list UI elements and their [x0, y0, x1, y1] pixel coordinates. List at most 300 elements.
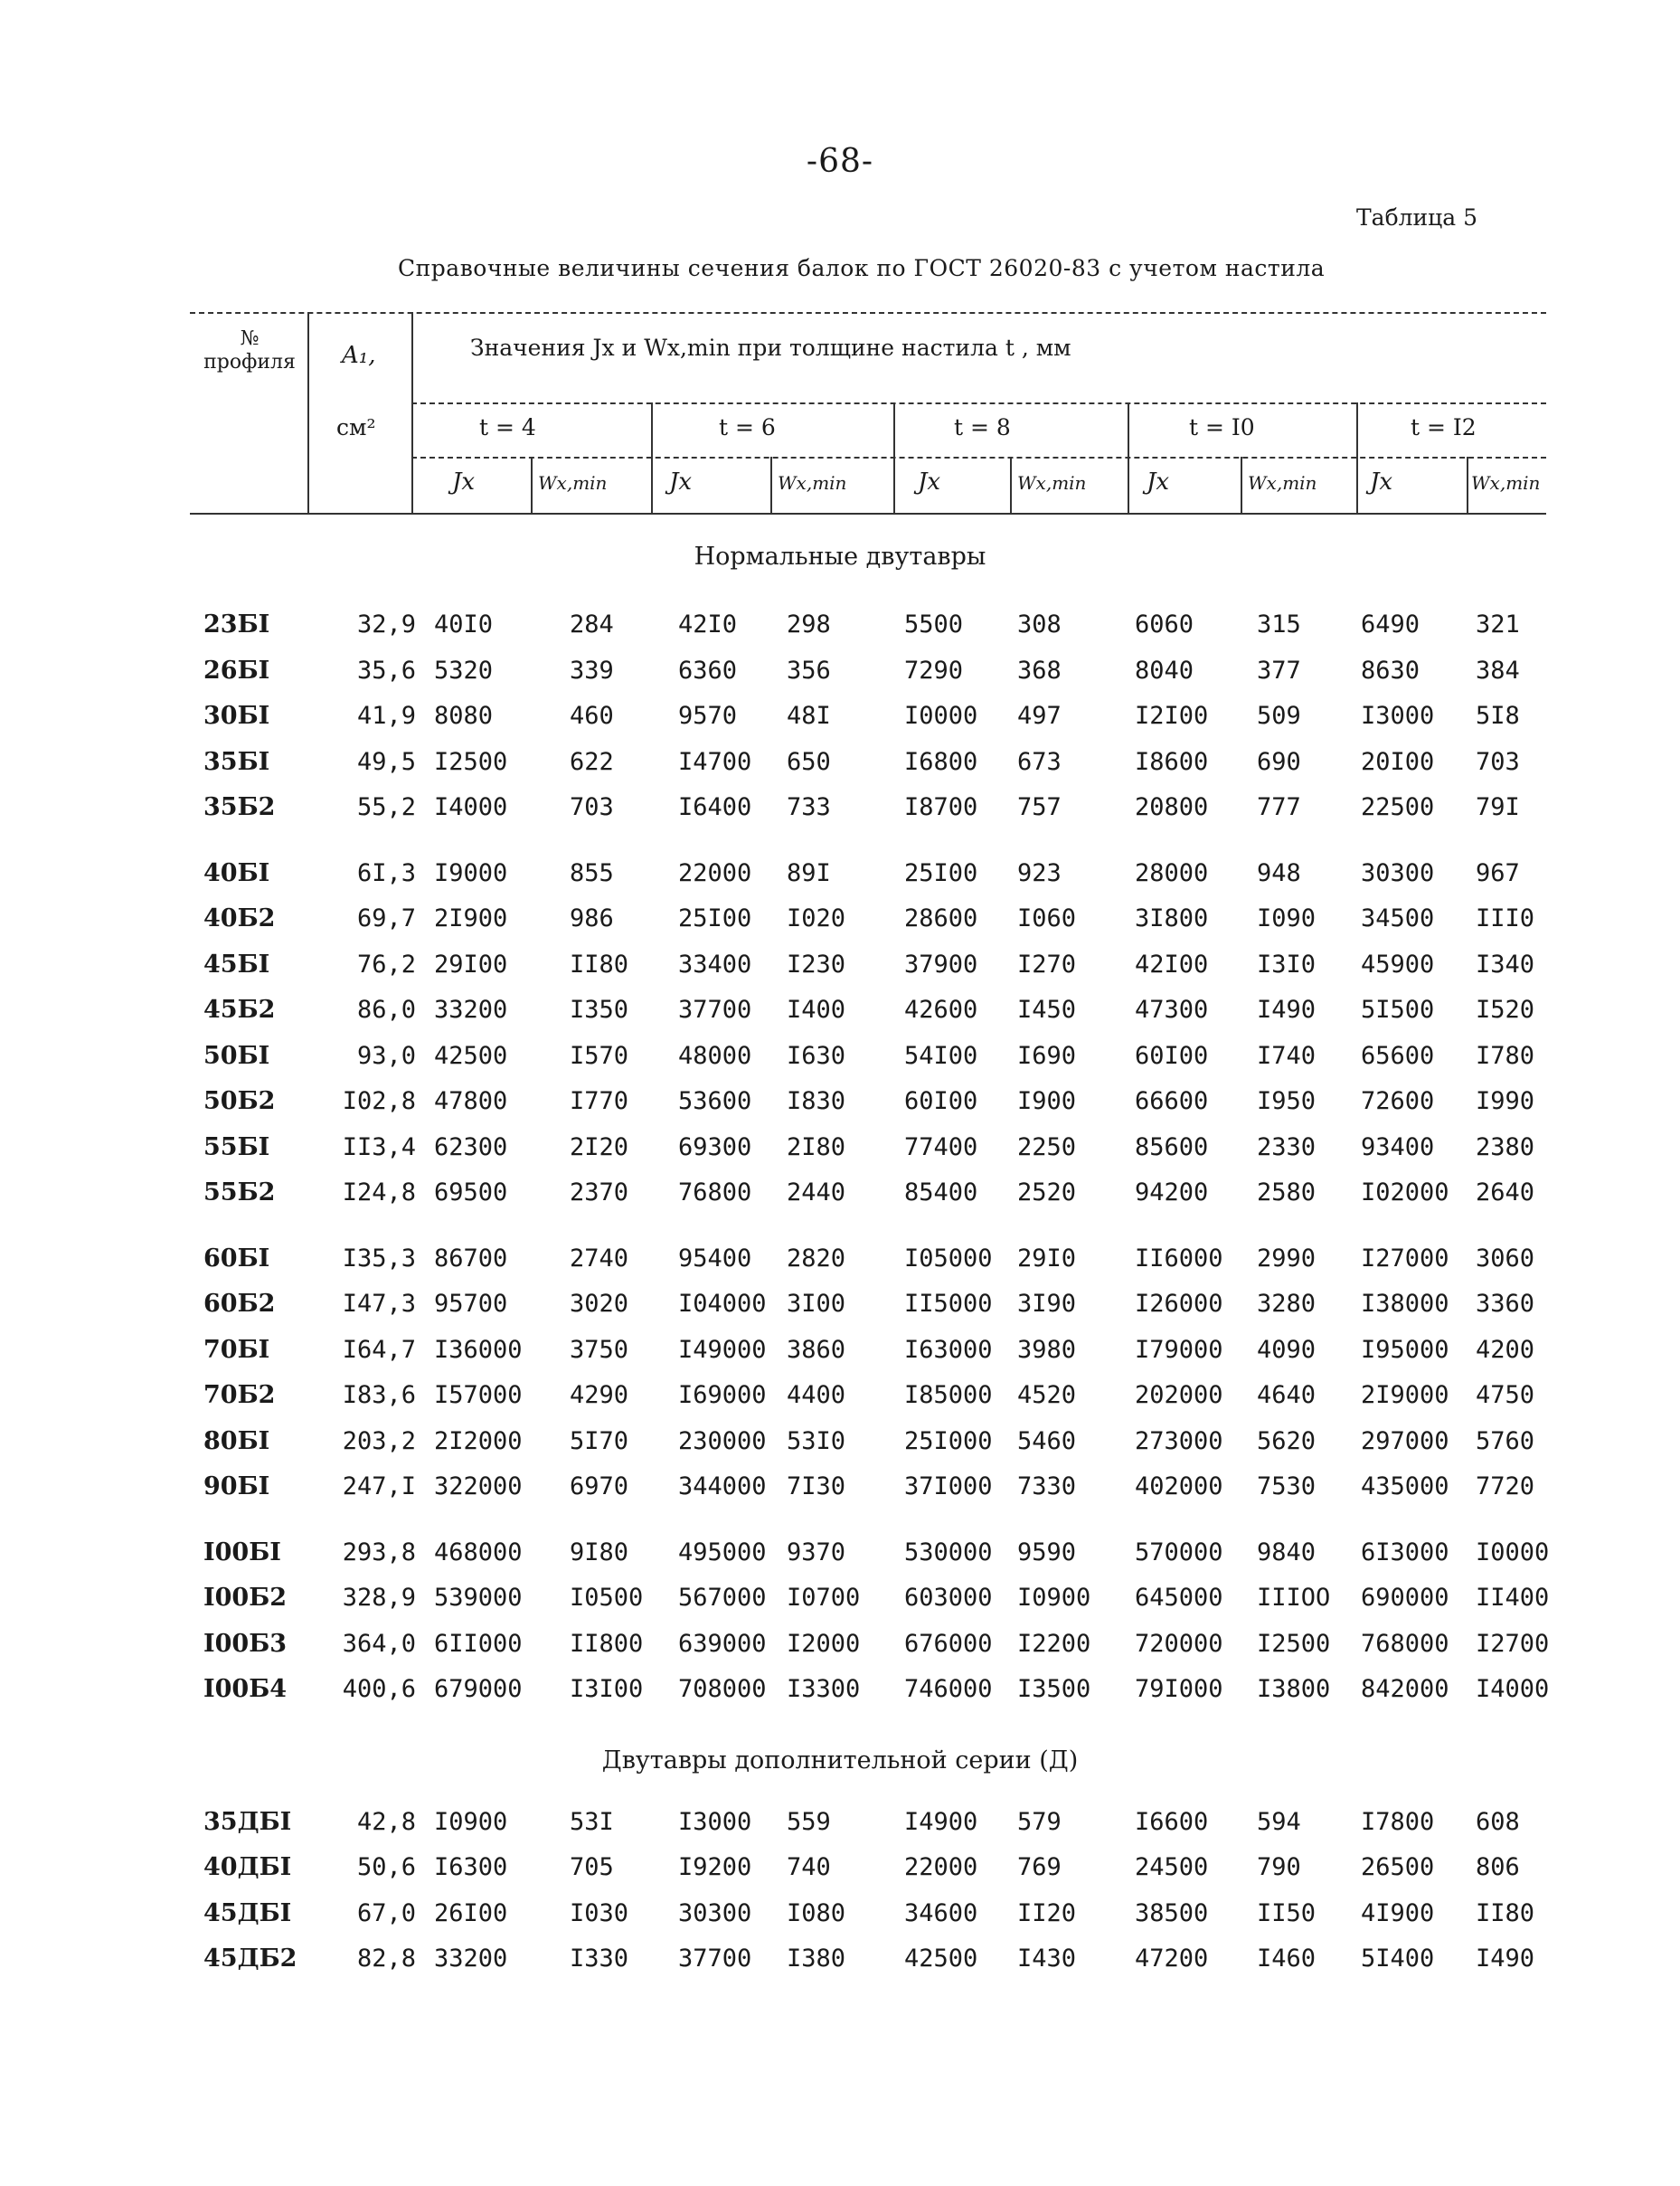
cell-jx-t4: 29I00	[434, 950, 508, 979]
cell-wx-t4: 6970	[570, 1472, 629, 1500]
cell-wx-t10: 377	[1257, 656, 1301, 685]
cell-wx-t12: 3360	[1476, 1290, 1535, 1318]
table-row	[0, 1472, 1680, 1509]
cell-profile: I00БI	[203, 1538, 281, 1566]
cell-jx-t8: 60I00	[904, 1087, 978, 1115]
cell-wx-t8: I900	[1017, 1087, 1077, 1115]
cell-wx-t8: 5460	[1017, 1426, 1077, 1455]
cell-jx-t6: 33400	[678, 950, 752, 979]
cell-wx-t6: 89I	[787, 858, 831, 887]
cell-wx-t10: I090	[1257, 904, 1317, 932]
cell-jx-t8: 25I000	[904, 1426, 993, 1455]
cell-wx-t12: I2700	[1476, 1629, 1550, 1658]
cell-jx-t10: 94200	[1135, 1178, 1209, 1207]
cell-wx-t4: 284	[570, 610, 614, 639]
header-jx: Jx	[1370, 468, 1393, 496]
cell-profile: 60Б2	[203, 1290, 276, 1318]
table-row	[0, 859, 1680, 895]
cell-wx-t4: I0500	[570, 1584, 644, 1612]
cell-jx-t4: 468000	[434, 1538, 523, 1566]
table-row	[0, 1087, 1680, 1123]
header-profile: № профиля	[203, 327, 296, 374]
cell-jx-t8: 42500	[904, 1945, 978, 1973]
cell-jx-t12: 4I900	[1361, 1898, 1435, 1927]
cell-wx-t12: 79I	[1476, 793, 1520, 821]
cell-wx-t8: 3980	[1017, 1335, 1077, 1364]
cell-wx-t4: 9I80	[570, 1538, 629, 1566]
cell-area: 69,7	[356, 904, 416, 932]
cell-wx-t10: 594	[1257, 1807, 1301, 1836]
cell-jx-t8: 5500	[904, 610, 964, 639]
cell-profile: 45ДБI	[203, 1898, 292, 1927]
cell-profile: I00Б3	[203, 1629, 288, 1658]
cell-jx-t6: 30300	[678, 1898, 752, 1927]
table-row	[0, 1675, 1680, 1711]
cell-wx-t6: I080	[787, 1898, 846, 1927]
cell-jx-t10: I79000	[1135, 1335, 1223, 1364]
cell-wx-t10: 2580	[1257, 1178, 1317, 1207]
cell-jx-t6: 708000	[678, 1675, 767, 1703]
cell-wx-t12: I340	[1476, 950, 1535, 979]
cell-jx-t8: I6800	[904, 747, 978, 776]
cell-jx-t10: 273000	[1135, 1426, 1223, 1455]
cell-wx-t12: 7720	[1476, 1472, 1535, 1500]
table-row	[0, 1381, 1680, 1417]
cell-jx-t4: I2500	[434, 747, 508, 776]
cell-wx-t4: 2370	[570, 1178, 629, 1207]
cell-wx-t4: I770	[570, 1087, 629, 1115]
cell-wx-t6: 3860	[787, 1335, 846, 1364]
cell-jx-t12: 8630	[1361, 656, 1420, 685]
cell-area: 82,8	[356, 1945, 416, 1973]
cell-profile: 40БI	[203, 858, 270, 887]
header-wx: Wx,min	[1248, 472, 1317, 494]
cell-jx-t4: 33200	[434, 1945, 508, 1973]
cell-wx-t12: I4000	[1476, 1675, 1550, 1703]
cell-wx-t6: I630	[787, 1041, 846, 1070]
cell-wx-t12: 2640	[1476, 1178, 1535, 1207]
cell-wx-t4: 3020	[570, 1290, 629, 1318]
cell-area: 32,9	[356, 610, 416, 639]
cell-jx-t8: 42600	[904, 996, 978, 1024]
cell-wx-t8: 9590	[1017, 1538, 1077, 1566]
cell-wx-t4: 5I70	[570, 1426, 629, 1455]
cell-area: I24,8	[342, 1178, 416, 1207]
cell-wx-t8: 308	[1017, 610, 1062, 639]
cell-jx-t4: 47800	[434, 1087, 508, 1115]
cell-jx-t10: 60I00	[1135, 1041, 1209, 1070]
table-row	[0, 1244, 1680, 1281]
cell-wx-t4: I570	[570, 1041, 629, 1070]
cell-wx-t6: 4400	[787, 1381, 846, 1409]
cell-jx-t6: 76800	[678, 1178, 752, 1207]
cell-jx-t10: 28000	[1135, 858, 1209, 887]
cell-wx-t10: I2500	[1257, 1629, 1331, 1658]
cell-jx-t8: I0000	[904, 702, 978, 730]
cell-area: 55,2	[356, 793, 416, 821]
table-row	[0, 1290, 1680, 1326]
cell-jx-t12: 22500	[1361, 793, 1435, 821]
cell-jx-t4: I6300	[434, 1853, 508, 1881]
table-row	[0, 996, 1680, 1032]
header-divider	[770, 457, 772, 513]
cell-jx-t10: I2I00	[1135, 702, 1209, 730]
cell-area: 400,6	[342, 1675, 416, 1703]
table-row	[0, 951, 1680, 987]
header-jx: Jx	[918, 468, 941, 496]
cell-profile: 45ДБ2	[203, 1945, 297, 1973]
cell-wx-t12: 321	[1476, 610, 1520, 639]
header-jx: Jx	[1147, 468, 1170, 496]
cell-wx-t8: 769	[1017, 1853, 1062, 1881]
cell-jx-t6: I6400	[678, 793, 752, 821]
cell-wx-t8: II20	[1017, 1898, 1077, 1927]
cell-jx-t8: I63000	[904, 1335, 993, 1364]
cell-wx-t6: 740	[787, 1853, 831, 1881]
cell-jx-t8: 603000	[904, 1584, 993, 1612]
cell-jx-t10: 79I000	[1135, 1675, 1223, 1703]
cell-jx-t10: II6000	[1135, 1244, 1223, 1273]
cell-area: 76,2	[356, 950, 416, 979]
cell-jx-t12: I27000	[1361, 1244, 1449, 1273]
cell-jx-t4: 2I900	[434, 904, 508, 932]
cell-wx-t4: 705	[570, 1853, 614, 1881]
cell-jx-t6: 6360	[678, 656, 738, 685]
cell-jx-t6: 53600	[678, 1087, 752, 1115]
cell-area: 6I,3	[356, 858, 416, 887]
cell-profile: I00Б2	[203, 1584, 288, 1612]
cell-jx-t4: 69500	[434, 1178, 508, 1207]
cell-wx-t4: 986	[570, 904, 614, 932]
cell-wx-t6: I0700	[787, 1584, 861, 1612]
cell-profile: 35БI	[203, 747, 270, 776]
header-wx: Wx,min	[1017, 472, 1087, 494]
cell-wx-t4: II800	[570, 1629, 644, 1658]
cell-wx-t10: IIIOO	[1257, 1584, 1331, 1612]
cell-jx-t10: 8040	[1135, 656, 1194, 685]
cell-wx-t6: I400	[787, 996, 846, 1024]
header-wx: Wx,min	[778, 472, 847, 494]
cell-wx-t12: 806	[1476, 1853, 1520, 1881]
cell-wx-t8: I060	[1017, 904, 1077, 932]
cell-wx-t12: I990	[1476, 1087, 1535, 1115]
cell-wx-t12: I0000	[1476, 1538, 1550, 1566]
cell-wx-t6: I020	[787, 904, 846, 932]
cell-area: I47,3	[342, 1290, 416, 1318]
cell-wx-t10: 790	[1257, 1853, 1301, 1881]
cell-jx-t6: 9570	[678, 702, 738, 730]
cell-jx-t10: 6060	[1135, 610, 1194, 639]
cell-jx-t8: I4900	[904, 1807, 978, 1836]
cell-wx-t8: 2250	[1017, 1132, 1077, 1161]
table-row	[0, 1178, 1680, 1215]
cell-jx-t12: I3000	[1361, 702, 1435, 730]
cell-wx-t10: I950	[1257, 1087, 1317, 1115]
cell-jx-t8: I85000	[904, 1381, 993, 1409]
cell-jx-t12: I95000	[1361, 1335, 1449, 1364]
cell-jx-t4: 95700	[434, 1290, 508, 1318]
cell-jx-t6: 495000	[678, 1538, 767, 1566]
cell-area: 328,9	[342, 1584, 416, 1612]
cell-wx-t10: 9840	[1257, 1538, 1317, 1566]
cell-area: I02,8	[342, 1087, 416, 1115]
cell-jx-t4: 679000	[434, 1675, 523, 1703]
cell-wx-t8: 757	[1017, 793, 1062, 821]
cell-profile: 60БI	[203, 1244, 270, 1273]
table-row	[0, 1630, 1680, 1666]
cell-wx-t6: 356	[787, 656, 831, 685]
table-row	[0, 1427, 1680, 1463]
cell-jx-t12: I7800	[1361, 1807, 1435, 1836]
cell-jx-t10: I6600	[1135, 1807, 1209, 1836]
cell-jx-t4: I4000	[434, 793, 508, 821]
cell-area: 364,0	[342, 1629, 416, 1658]
cell-wx-t8: I450	[1017, 996, 1077, 1024]
cell-jx-t4: I36000	[434, 1335, 523, 1364]
cell-profile: 70Б2	[203, 1381, 276, 1409]
cell-wx-t8: 368	[1017, 656, 1062, 685]
cell-wx-t10: 509	[1257, 702, 1301, 730]
cell-jx-t4: I0900	[434, 1807, 508, 1836]
cell-wx-t10: I3800	[1257, 1675, 1331, 1703]
cell-wx-t4: I330	[570, 1945, 629, 1973]
cell-area: 93,0	[356, 1041, 416, 1070]
cell-wx-t6: I830	[787, 1087, 846, 1115]
cell-wx-t10: 3280	[1257, 1290, 1317, 1318]
cell-wx-t8: 923	[1017, 858, 1062, 887]
header-top-rule	[190, 312, 1546, 314]
cell-jx-t10: 38500	[1135, 1898, 1209, 1927]
cell-wx-t10: 4640	[1257, 1381, 1317, 1409]
cell-jx-t12: 6I3000	[1361, 1538, 1449, 1566]
cell-wx-t10: 2990	[1257, 1244, 1317, 1273]
cell-wx-t12: 703	[1476, 747, 1520, 776]
header-divider	[531, 457, 533, 513]
cell-jx-t8: 530000	[904, 1538, 993, 1566]
cell-jx-t8: 34600	[904, 1898, 978, 1927]
cell-jx-t8: 22000	[904, 1853, 978, 1881]
table-row	[0, 1853, 1680, 1889]
table-row	[0, 748, 1680, 784]
cell-wx-t12: 5760	[1476, 1426, 1535, 1455]
cell-jx-t4: 2I2000	[434, 1426, 523, 1455]
cell-jx-t8: 37I000	[904, 1472, 993, 1500]
cell-jx-t10: 24500	[1135, 1853, 1209, 1881]
cell-jx-t8: 54I00	[904, 1041, 978, 1070]
cell-wx-t8: I0900	[1017, 1584, 1091, 1612]
cell-jx-t4: 539000	[434, 1584, 523, 1612]
header-divider	[1241, 457, 1242, 513]
cell-jx-t12: 768000	[1361, 1629, 1449, 1658]
cell-jx-t8: 28600	[904, 904, 978, 932]
cell-jx-t8: II5000	[904, 1290, 993, 1318]
cell-wx-t10: I460	[1257, 1945, 1317, 1973]
cell-jx-t4: 5320	[434, 656, 494, 685]
cell-jx-t12: 20I00	[1361, 747, 1435, 776]
cell-wx-t10: 4090	[1257, 1335, 1317, 1364]
cell-wx-t12: II400	[1476, 1584, 1550, 1612]
cell-profile: 55Б2	[203, 1178, 276, 1207]
cell-area: 203,2	[342, 1426, 416, 1455]
cell-wx-t4: 2740	[570, 1244, 629, 1273]
cell-wx-t6: I230	[787, 950, 846, 979]
cell-jx-t12: 93400	[1361, 1132, 1435, 1161]
cell-wx-t4: I350	[570, 996, 629, 1024]
cell-wx-t10: I740	[1257, 1041, 1317, 1070]
cell-jx-t4: 86700	[434, 1244, 508, 1273]
cell-jx-t6: 230000	[678, 1426, 767, 1455]
cell-jx-t12: 26500	[1361, 1853, 1435, 1881]
cell-profile: 55БI	[203, 1132, 270, 1161]
cell-jx-t4: 8080	[434, 702, 494, 730]
cell-jx-t6: 95400	[678, 1244, 752, 1273]
page-number: -68-	[806, 143, 874, 180]
cell-jx-t10: 85600	[1135, 1132, 1209, 1161]
cell-wx-t12: I490	[1476, 1945, 1535, 1973]
cell-jx-t4: 33200	[434, 996, 508, 1024]
cell-wx-t4: I030	[570, 1898, 629, 1927]
header-values-title: Значения Jx и Wx,min при толщине настила t , мм	[470, 335, 1071, 361]
header-divider	[1356, 402, 1358, 513]
cell-wx-t6: 7I30	[787, 1472, 846, 1500]
cell-jx-t12: 690000	[1361, 1584, 1449, 1612]
table-row	[0, 1945, 1680, 1981]
cell-wx-t4: 460	[570, 702, 614, 730]
table-row	[0, 702, 1680, 738]
table-label: Таблица 5	[1356, 204, 1478, 231]
cell-jx-t12: 842000	[1361, 1675, 1449, 1703]
cell-wx-t10: I3I0	[1257, 950, 1317, 979]
cell-wx-t6: 733	[787, 793, 831, 821]
cell-wx-t8: 497	[1017, 702, 1062, 730]
cell-wx-t8: I3500	[1017, 1675, 1091, 1703]
header-divider	[1128, 402, 1129, 513]
cell-wx-t10: 690	[1257, 747, 1301, 776]
cell-wx-t4: 622	[570, 747, 614, 776]
cell-wx-t10: 2330	[1257, 1132, 1317, 1161]
cell-jx-t8: 7290	[904, 656, 964, 685]
cell-profile: I00Б4	[203, 1675, 288, 1703]
cell-profile: 35Б2	[203, 793, 276, 821]
cell-area: 42,8	[356, 1807, 416, 1836]
cell-wx-t10: 315	[1257, 610, 1301, 639]
cell-jx-t6: I3000	[678, 1807, 752, 1836]
cell-wx-t6: I2000	[787, 1629, 861, 1658]
cell-jx-t6: I9200	[678, 1853, 752, 1881]
cell-jx-t6: 639000	[678, 1629, 767, 1658]
cell-jx-t6: 567000	[678, 1584, 767, 1612]
table-row	[0, 1538, 1680, 1575]
cell-jx-t4: 6II000	[434, 1629, 523, 1658]
cell-wx-t8: 579	[1017, 1807, 1062, 1836]
section-title: Нормальные двутавры	[694, 543, 986, 571]
header-jx: Jx	[669, 468, 693, 496]
header-area: A₁,	[342, 342, 376, 369]
cell-area: 247,I	[342, 1472, 416, 1500]
cell-wx-t6: 298	[787, 610, 831, 639]
cell-jx-t10: 66600	[1135, 1087, 1209, 1115]
cell-profile: 70БI	[203, 1335, 270, 1364]
cell-jx-t12: 435000	[1361, 1472, 1449, 1500]
header-thickness-12: t = I2	[1411, 414, 1477, 440]
cell-jx-t6: 22000	[678, 858, 752, 887]
cell-jx-t10: I8600	[1135, 747, 1209, 776]
cell-wx-t10: II50	[1257, 1898, 1317, 1927]
cell-jx-t4: 42500	[434, 1041, 508, 1070]
cell-wx-t8: 3I90	[1017, 1290, 1077, 1318]
cell-area: I35,3	[342, 1244, 416, 1273]
cell-profile: 30БI	[203, 702, 270, 730]
cell-jx-t6: 37700	[678, 1945, 752, 1973]
cell-jx-t10: 47200	[1135, 1945, 1209, 1973]
cell-area: 41,9	[356, 702, 416, 730]
cell-jx-t8: 85400	[904, 1178, 978, 1207]
cell-wx-t12: III0	[1476, 904, 1535, 932]
section-title: Двутавры дополнительной серии (Д)	[601, 1746, 1079, 1774]
cell-jx-t12: 30300	[1361, 858, 1435, 887]
header-divider	[307, 312, 309, 513]
cell-jx-t8: 25I00	[904, 858, 978, 887]
cell-profile: 80БI	[203, 1426, 270, 1455]
cell-wx-t6: I3300	[787, 1675, 861, 1703]
cell-profile: 50Б2	[203, 1087, 276, 1115]
cell-wx-t6: 2440	[787, 1178, 846, 1207]
header-wx: Wx,min	[538, 472, 608, 494]
header-divider	[893, 402, 895, 513]
cell-area: II3,4	[342, 1132, 416, 1161]
table-row	[0, 1133, 1680, 1169]
cell-profile: 90БI	[203, 1472, 270, 1500]
cell-wx-t4: 855	[570, 858, 614, 887]
cell-jx-t4: 62300	[434, 1132, 508, 1161]
cell-wx-t4: 53I	[570, 1807, 614, 1836]
cell-profile: 35ДБI	[203, 1807, 292, 1836]
cell-jx-t10: 645000	[1135, 1584, 1223, 1612]
cell-jx-t12: 65600	[1361, 1041, 1435, 1070]
cell-jx-t12: 2I9000	[1361, 1381, 1449, 1409]
table-row	[0, 793, 1680, 829]
header-thickness-4: t = 4	[479, 414, 536, 440]
cell-wx-t12: 4750	[1476, 1381, 1535, 1409]
cell-wx-t4: 703	[570, 793, 614, 821]
cell-jx-t6: 42I0	[678, 610, 738, 639]
table-row	[0, 1042, 1680, 1078]
cell-wx-t10: 7530	[1257, 1472, 1317, 1500]
cell-wx-t8: 673	[1017, 747, 1062, 776]
cell-wx-t12: 967	[1476, 858, 1520, 887]
cell-jx-t6: I04000	[678, 1290, 767, 1318]
cell-wx-t10: 5620	[1257, 1426, 1317, 1455]
cell-jx-t6: I49000	[678, 1335, 767, 1364]
cell-jx-t4: 26I00	[434, 1898, 508, 1927]
header-wx: Wx,min	[1471, 472, 1541, 494]
cell-area: 67,0	[356, 1898, 416, 1927]
table-row	[0, 1584, 1680, 1620]
cell-area: I64,7	[342, 1335, 416, 1364]
cell-area: I83,6	[342, 1381, 416, 1409]
header-sub-rule	[411, 457, 1546, 459]
header-thickness-10: t = I0	[1189, 414, 1255, 440]
cell-jx-t10: 42I00	[1135, 950, 1209, 979]
cell-wx-t6: 53I0	[787, 1426, 846, 1455]
cell-profile: 50БI	[203, 1041, 270, 1070]
cell-jx-t6: I69000	[678, 1381, 767, 1409]
cell-profile: 23БI	[203, 610, 270, 639]
header-bottom-rule	[190, 513, 1546, 515]
cell-wx-t6: 650	[787, 747, 831, 776]
cell-wx-t12: 5I8	[1476, 702, 1520, 730]
cell-wx-t12: 4200	[1476, 1335, 1535, 1364]
